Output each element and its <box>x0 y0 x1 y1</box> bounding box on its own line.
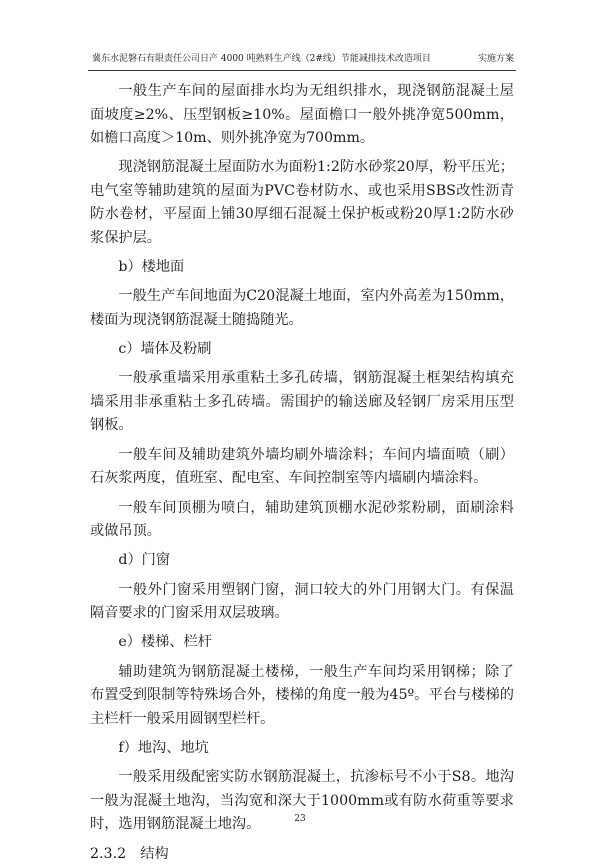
page-header <box>88 50 516 71</box>
paragraph-trenches: 一般采用级配密实防水钢筋混凝土，抗渗标号不小于S8。地沟一般为混凝土地沟，当沟宽和深大于1000mm或有防水荷重等要求时，选用钢筋混凝土地沟。 <box>90 769 514 833</box>
paragraph-floor: 一般生产车间地面为C20混凝土地面，室内外高差为150mm，楼面为现浇钢筋混凝土随捣随光。 <box>90 288 514 328</box>
paragraph-roof-waterproofing: 现浇钢筋混凝土屋面防水为面粉1:2防水砂浆20厚，粉平压光；电气室等辅助建筑的屋面为PVC卷材防水、或也采用SBS改性沥青防水卷材，平屋面上铺30厚细石混凝土保护板或粉20厚1:2防水砂浆保护层。 <box>90 159 514 246</box>
subheading-trenches: f）地沟、地坑 <box>118 740 209 757</box>
section-heading-structure: 2.3.2 结构 <box>90 845 169 862</box>
subheading-stairs: e）楼梯、栏杆 <box>118 634 212 651</box>
paragraph-doors-windows: 一般外门窗采用塑钢门窗，洞口较大的外门用钢大门。有保温隔音要求的门窗采用双层玻璃。 <box>90 581 514 622</box>
page-number: 23 <box>294 814 306 824</box>
paragraph-stairs: 辅助建筑为钢筋混凝土楼梯，一般生产车间均采用钢梯；除了布置受到限制等特殊场合外，楼梯的角度一般为45º。平台与楼梯的主栏杆一般采用圆钢型栏杆。 <box>90 663 514 727</box>
header-doc-type: 实施方案 <box>477 54 514 64</box>
subheading-walls: c）墙体及粉刷 <box>118 341 212 358</box>
paragraph-wall-paint: 一般车间及辅助建筑外墙均刷外墙涂料；车间内墙面喷（刷）石灰浆两度，值班室、配电室、车间控制室等内墙刷内墙涂料。 <box>90 446 514 487</box>
subheading-floor: b）楼地面 <box>118 259 185 276</box>
paragraph-walls: 一般承重墙采用承重粘土多孔砖墙，钢筋混凝土框架结构填充墙采用非承重粘土多孔砖墙。需围护的输送廊及轻钢厂房采用压型钢板。 <box>90 370 514 434</box>
paragraph-roof-drainage: 一般生产车间的屋面排水均为无组织排水，现浇钢筋混凝土屋面坡度≥2%、压型钢板≥10%。屋面檐口一般外挑净宽500mm，如檐口高度＞10m、则外挑净宽为700mm。 <box>90 83 514 146</box>
subheading-doors-windows: d）门窗 <box>118 552 171 569</box>
document-body <box>90 80 514 866</box>
header-title: 冀东水泥磐石有限责任公司日产 4000 吨熟料生产线（2#线）节能减排技术改造项目 <box>92 54 431 64</box>
paragraph-ceiling: 一般车间顶棚为喷白，辅助建筑顶棚水泥砂浆粉刷，面刷涂料或做吊顶。 <box>90 499 514 540</box>
